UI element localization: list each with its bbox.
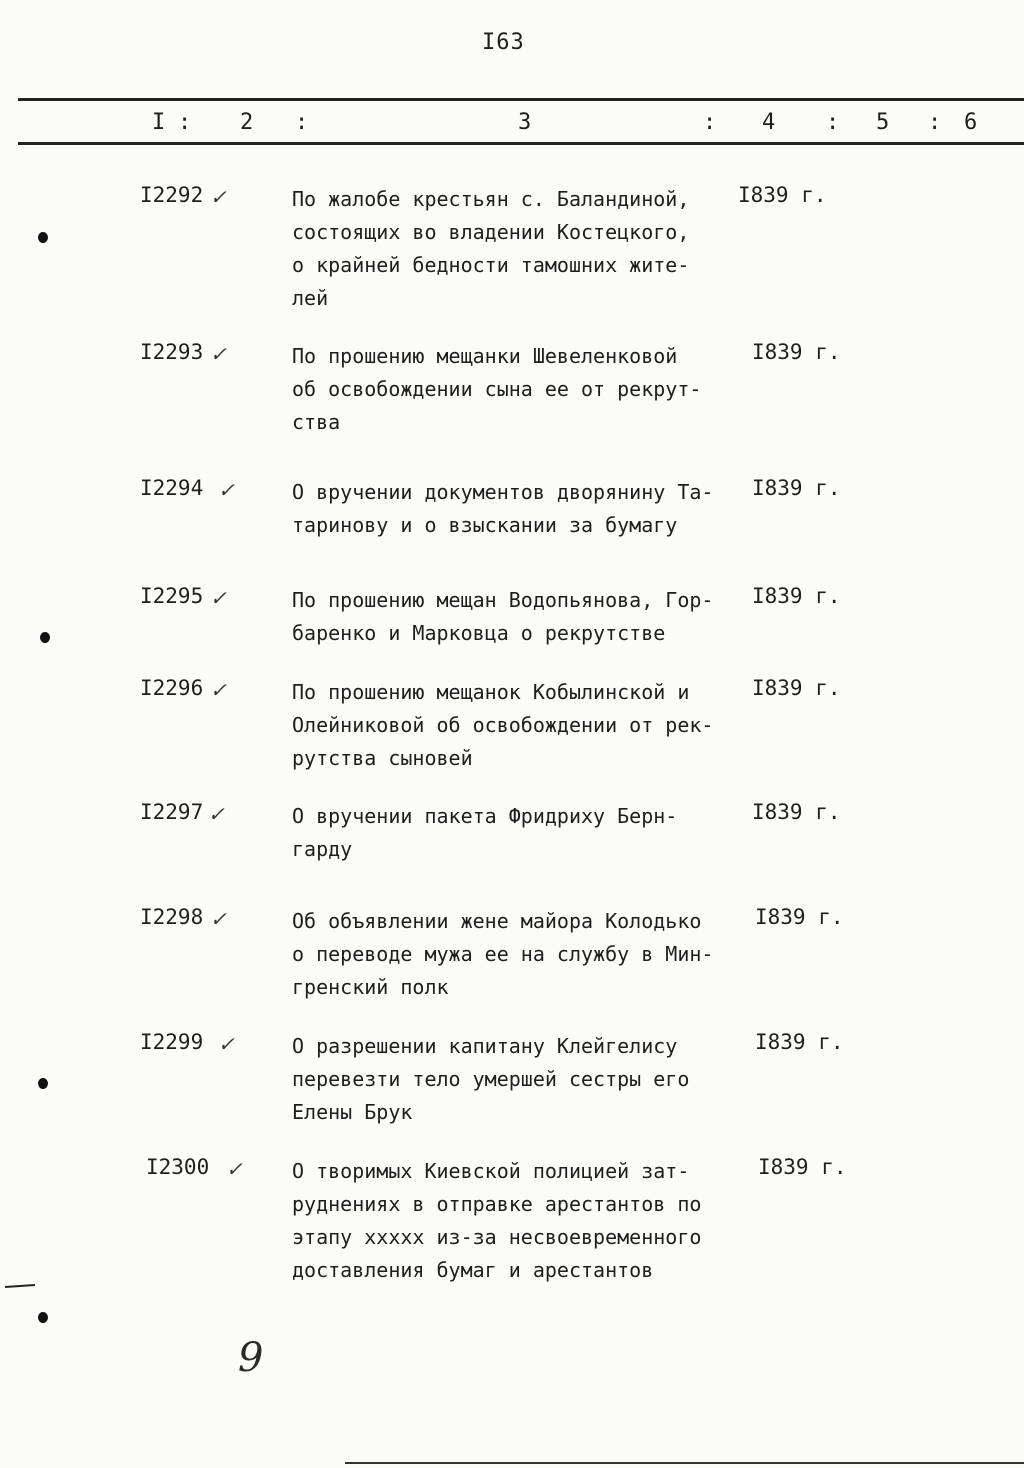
entry-year: I839 г. [738,183,827,207]
checkmark-icon: ✓ [210,586,227,610]
binder-hole [38,232,48,243]
checkmark-icon: ✓ [208,802,225,826]
entry-number: I2293 [140,340,204,364]
entry-year: I839 г. [752,800,841,824]
entry-year: I839 г. [752,340,841,364]
checkmark-icon: ✓ [226,1157,243,1181]
entry-description: О творимых Киевской полицией зат- руднениях в отправке арестантов по этапу xxxxx из-за несвоевременного доставления бумаг и арестантов [292,1159,702,1282]
column-separator: : [928,110,942,135]
column-header-2: 2 [240,110,254,135]
entry-year: I839 г. [752,584,841,608]
checkmark-icon: ✓ [210,342,227,366]
header-bottom-rule [18,142,1024,145]
column-separator: : [826,110,840,135]
entry-number: I2300 [146,1155,210,1179]
column-separator: : [703,110,717,135]
checkmark-icon: ✓ [218,478,235,502]
checkmark-icon: ✓ [218,1032,235,1056]
entry-description: По прошению мещанки Шевеленковой об освобождении сына ее от рекрут- ства [292,344,702,434]
entry-number: I2297 [140,800,204,824]
column-header-3: 3 [518,110,532,135]
checkmark-icon: ✓ [210,185,227,209]
entry-year: I839 г. [755,1030,844,1054]
binder-hole [38,1312,48,1323]
column-header-5: 5 [876,110,890,135]
column-header-1: I [152,110,166,135]
entry-description: По прошению мещан Водопьянова, Гор- баренко и Марковца о рекрутстве [292,588,714,645]
entry-description: О вручении документов дворянину Та- таринову и о взыскании за бумагу [292,480,714,537]
entry-number: I2298 [140,905,204,929]
column-separator: : [178,110,192,135]
entry-year: I839 г. [758,1155,847,1179]
handwritten-mark: 9 [238,1335,264,1381]
entry-year: I839 г. [752,476,841,500]
checkmark-icon: ✓ [210,907,227,931]
entry-number: I2296 [140,676,204,700]
entry-description: О разрешении капитану Клейгелису перевезти тело умершей сестры его Елены Брук [292,1034,690,1124]
column-separator: : [295,110,309,135]
entry-description: Об объявлении жене майора Колодько о переводе мужа ее на службу в Мин- гренский полк [292,909,714,999]
column-header-4: 4 [762,110,776,135]
binder-hole [38,1078,48,1089]
page-number: I63 [482,30,525,55]
entry-year: I839 г. [752,676,841,700]
entry-description: О вручении пакета Фридриху Берн- гарду [292,804,678,861]
entry-number: I2294 [140,476,204,500]
checkmark-icon: ✓ [210,678,227,702]
entry-number: I2295 [140,584,204,608]
column-header-6: 6 [964,110,978,135]
margin-mark [5,1284,35,1288]
bottom-edge-rule [345,1462,1024,1464]
entry-description: По жалобе крестьян с. Баландиной, состоящих во владении Костецкого, о крайней бедности тамошних жите- лей [292,187,690,310]
entry-description: По прошению мещанок Кобылинской и Олейниковой об освобождении от рек- рутства сыновей [292,680,714,770]
entry-number: I2292 [140,183,204,207]
entry-number: I2299 [140,1030,204,1054]
header-top-rule [18,98,1024,101]
entry-year: I839 г. [755,905,844,929]
binder-hole [40,632,50,643]
